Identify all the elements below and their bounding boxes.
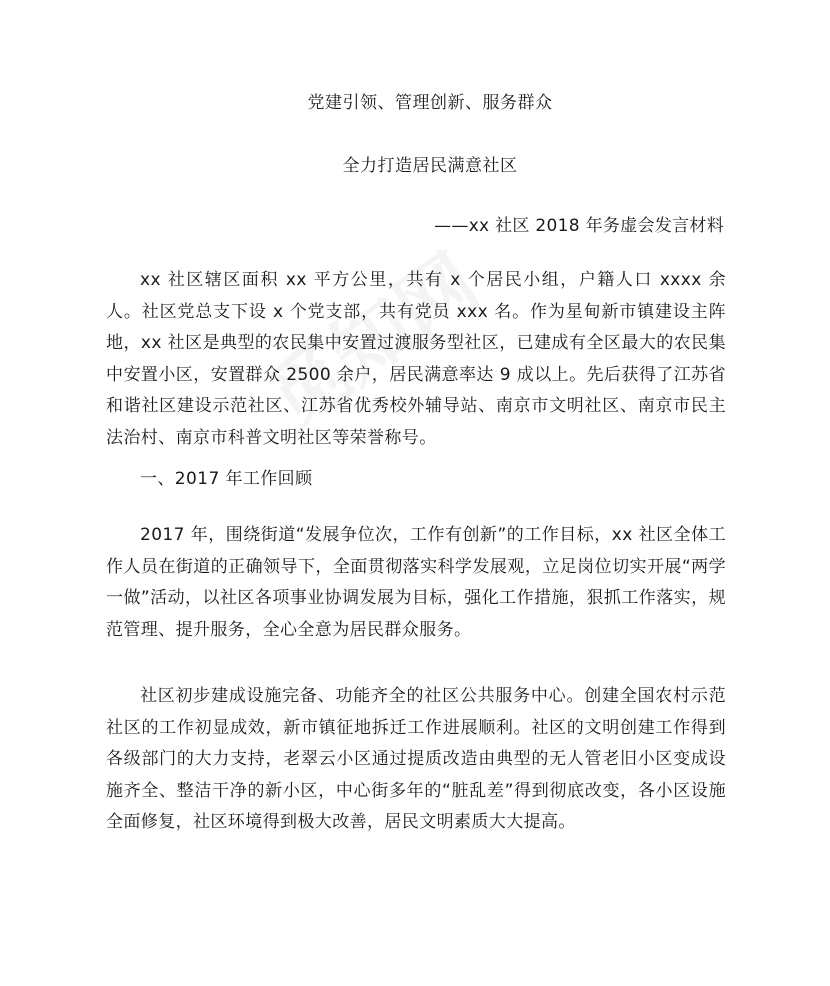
paragraph-review: 2017 年，围绕街道“发展争位次，工作有创新”的工作目标，xx 社区全体工作人员在街道的正确领导下，全面贯彻落实科学发展观，立足岗位切实开展“两学一做”活动，以社区各项事业协调发展为目标，强化工作措施，狠抓工作落实，规范管理、提升服务，全心全意为居民群众服务。 (106, 525, 726, 640)
paragraph-achievements: 社区初步建成设施完备、功能齐全的社区公共服务中心。创建全国农村示范社区的工作初显成效，新市镇征地拆迁工作进展顺利。社区的文明创建工作得到各级部门的大力支持，老翠云小区通过提质改造由典型的无人管老旧小区变成设施齐全、整洁干净的新小区，中心街多年的“脏乱差”得到彻底改变，各小区设施全面修复，社区环境得到极大改善，居民文明素质大大提高。 (106, 686, 726, 832)
document-title-line-1: 党建引领、管理创新、服务群众 (307, 93, 553, 113)
document-title-line-2: 全力打造居民满意社区 (342, 156, 518, 176)
paragraph-intro: xx 社区辖区面积 xx 平方公里，共有 x 个居民小组，户籍人口 xxxx 余人。社区党总支下设 x 个党支部，共有党员 xxx 名。作为星甸新市镇建设主阵地，xx 社区是典型的农民集中安置过渡服务型社区，已建成有全区最大的农民集中安置小区，安置群众 2500 余户，居民满意率达 9 成以上。先后获得了江苏省和谐社区建设示范社区、江苏省优秀校外辅导站、南京市文明社区、南京市民主法治村、南京市科普文明社区等荣誉称号。 (106, 270, 726, 448)
document-subtitle: ——xx 社区 2018 年务虚会发言材料 (434, 216, 724, 236)
section-heading: 一、2017 年工作回顾 (140, 469, 313, 489)
